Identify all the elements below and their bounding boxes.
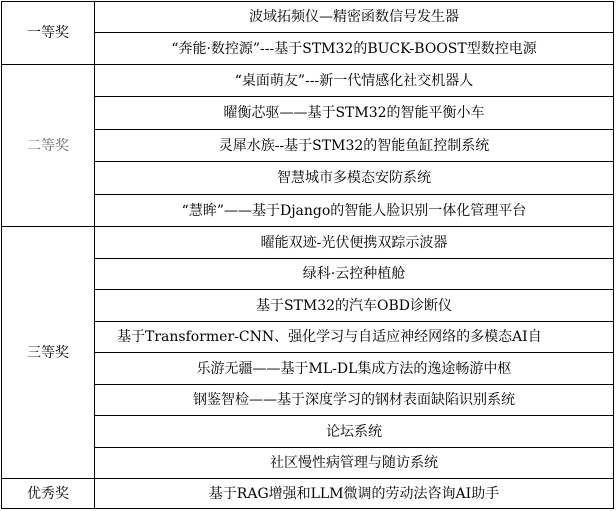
project-cell: 论坛系统	[95, 416, 614, 447]
project-cell: 绿科·云控种植舱	[95, 258, 614, 289]
project-cell: “桌面萌友”---新一代情感化社交机器人	[95, 64, 614, 97]
award-level-merit: 优秀奖	[2, 479, 95, 509]
project-cell: 基于RAG增强和LLM微调的劳动法咨询AI助手	[95, 479, 614, 509]
project-cell: “奔能·数控源”---基于STM32的BUCK-BOOST型数控电源	[95, 33, 614, 64]
table-row	[2, 64, 614, 97]
project-cell: 曜衡芯驱——基于STM32的智能平衡小车	[95, 97, 614, 130]
award-level-first: 一等奖	[2, 2, 95, 65]
project-cell: 社区慢性病管理与随访系统	[95, 447, 614, 478]
project-cell: 智慧城市多模态安防系统	[95, 162, 614, 195]
project-cell: 灵犀水族--基于STM32的智能鱼缸控制系统	[95, 129, 614, 162]
project-cell: 基于Transformer-CNN、强化学习与自适应神经网络的多模态AI自	[95, 321, 614, 352]
award-level-third: 三等奖	[2, 227, 95, 479]
project-cell: 钢鉴智检——基于深度学习的钢材表面缺陷识别系统	[95, 384, 614, 415]
table-row	[2, 227, 614, 258]
award-level-second: 二等奖	[2, 64, 95, 227]
project-cell: 波域拓频仪—精密函数信号发生器	[95, 2, 614, 33]
project-cell: “慧眸”——基于Django的智能人脸识别一体化管理平台	[95, 194, 614, 227]
table-row	[2, 2, 614, 33]
project-cell: 基于STM32的汽车OBD诊断仪	[95, 290, 614, 321]
project-cell: 乐游无疆——基于ML-DL集成方法的逸途畅游中枢	[95, 353, 614, 384]
awards-table	[1, 1, 614, 509]
project-cell: 曜能双迹-光伏便携双踪示波器	[95, 227, 614, 258]
table-row	[2, 479, 614, 509]
